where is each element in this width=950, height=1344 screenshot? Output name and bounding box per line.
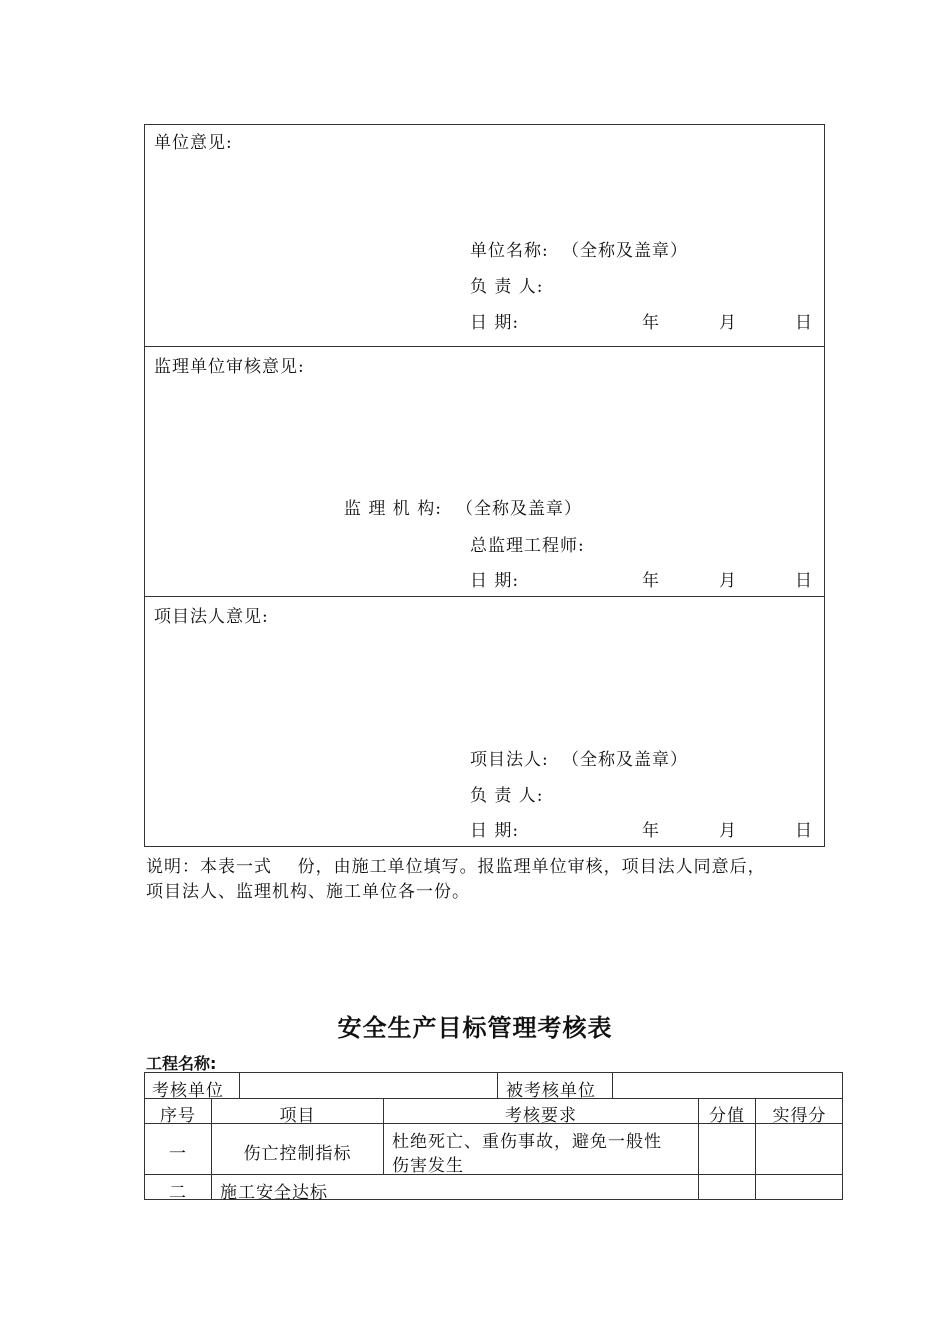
- unit-name-label: 单位名称:: [470, 241, 549, 261]
- header-item: 项目: [279, 1106, 316, 1126]
- unit-date-year: 年: [642, 313, 660, 333]
- section-divider: [144, 596, 825, 597]
- legal-label: 项目法人:: [470, 750, 549, 770]
- unit-seal-note: （全称及盖章）: [562, 241, 688, 261]
- legal-date-month: 月: [719, 821, 737, 841]
- supervision-date-day: 日: [795, 571, 813, 591]
- row1-requirement-line1: 杜绝死亡、重伤事故，避免一般性: [392, 1132, 662, 1152]
- row1-item: 伤亡控制指标: [243, 1144, 352, 1164]
- unit-date-month: 月: [719, 313, 737, 333]
- supervision-date-year: 年: [642, 571, 660, 591]
- unit-person-label: 负 责 人:: [470, 277, 544, 297]
- opinion-form-table: [144, 124, 825, 847]
- section-divider: [144, 346, 825, 347]
- legal-person-label: 负 责 人:: [470, 786, 544, 806]
- assessed-unit-label: 被考核单位: [506, 1081, 596, 1101]
- row1-seq: 一: [169, 1144, 187, 1164]
- supervision-seal-note: （全称及盖章）: [456, 499, 582, 519]
- form-note-line1: 说明：本表一式 份，由施工单位填写。报监理单位审核，项目法人同意后，: [146, 857, 766, 877]
- supervision-opinion-heading: 监理单位审核意见:: [154, 357, 305, 377]
- supervision-date-month: 月: [719, 571, 737, 591]
- table-row-line: [144, 1098, 843, 1099]
- row2-seq: 二: [169, 1183, 187, 1203]
- header-score: 分值: [709, 1106, 745, 1126]
- unit-date-label: 日 期:: [470, 313, 520, 333]
- project-name-label: 工程名称:: [146, 1054, 217, 1073]
- assess-unit-label: 考核单位: [152, 1081, 224, 1101]
- legal-seal-note: （全称及盖章）: [562, 750, 688, 770]
- header-requirement: 考核要求: [505, 1106, 577, 1126]
- table-col-line: [612, 1072, 613, 1098]
- legal-date-year: 年: [642, 821, 660, 841]
- chief-engineer-label: 总监理工程师:: [470, 536, 585, 556]
- supervision-org-label: 监 理 机 构:: [344, 499, 442, 519]
- unit-date-day: 日: [795, 313, 813, 333]
- header-actual: 实得分: [772, 1106, 827, 1126]
- header-seq: 序号: [160, 1106, 196, 1126]
- legal-date-day: 日: [795, 821, 813, 841]
- legal-date-label: 日 期:: [470, 821, 520, 841]
- row1-requirement-line2: 伤害发生: [392, 1156, 464, 1176]
- table-row-line: [144, 1174, 843, 1175]
- supervision-date-label: 日 期:: [470, 571, 520, 591]
- row2-item: 施工安全达标: [220, 1183, 328, 1203]
- legal-opinion-heading: 项目法人意见:: [154, 607, 269, 627]
- assessment-title: 安全生产目标管理考核表: [337, 1014, 613, 1042]
- form-note-line2: 项目法人、监理机构、施工单位各一份。: [146, 882, 470, 902]
- table-col-line: [497, 1072, 498, 1098]
- table-col-line: [239, 1072, 240, 1098]
- unit-opinion-heading: 单位意见:: [154, 133, 233, 153]
